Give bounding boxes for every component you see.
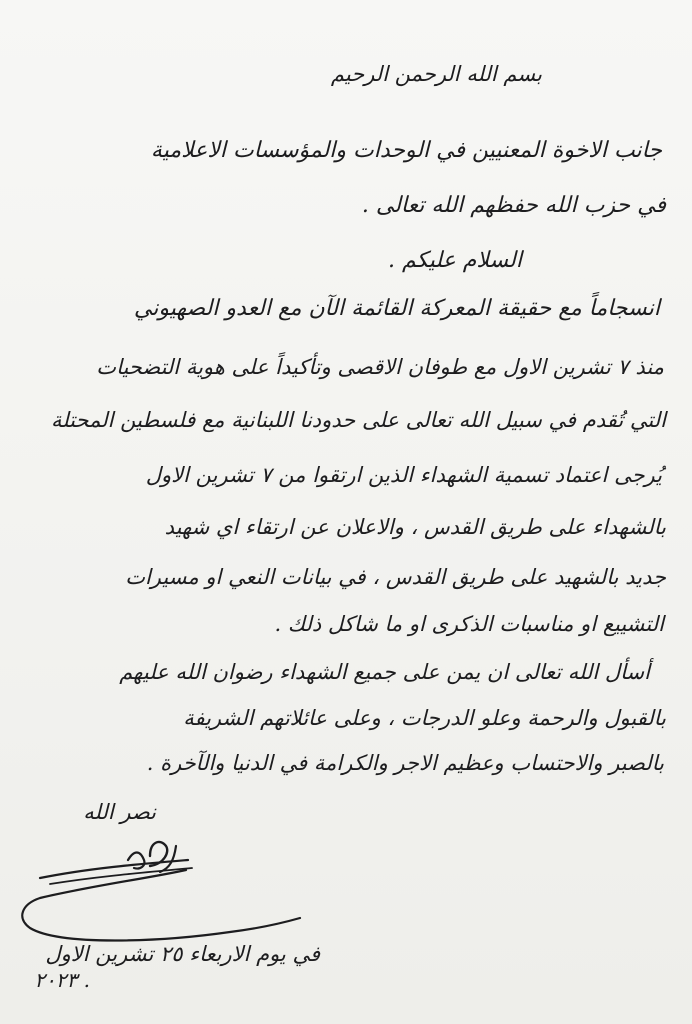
date-line: في يوم الاربعاء ٢٥ تشرين الاول [45, 942, 320, 966]
body-line-3: التي تُقدم في سبيل الله تعالى على حدودنا اللبنانية مع فلسطين المحتلة [50, 408, 666, 432]
prayer-line-3: بالصبر والاحتساب وعظيم الاجر والكرامة في الدنيا والآخرة . [146, 751, 664, 775]
closing-name: نصر الله [83, 800, 156, 824]
address-line-2: في حزب الله حفظهم الله تعالى . [361, 193, 666, 218]
body-line-6: جديد بالشهيد على طريق القدس ، في بيانات النعي او مسيرات [125, 565, 666, 589]
address-line-1: جانب الاخوة المعنيين في الوحدات والمؤسسات الاعلامية [150, 138, 662, 163]
date-year: ٢٠٢٣ . [34, 968, 90, 992]
body-line-4: يُرجى اعتماد تسمية الشهداء الذين ارتقوا من ٧ تشرين الاول [145, 463, 662, 487]
body-line-5: بالشهداء على طريق القدس ، والاعلان عن ارتقاء اي شهيد [164, 515, 666, 539]
body-line-2: منذ ٧ تشرين الاول مع طوفان الاقصى وتأكيداً على هوية التضحيات [96, 355, 664, 379]
prayer-line-2: بالقبول والرحمة وعلو الدرجات ، وعلى عائلاتهم الشريفة [183, 706, 666, 730]
bismillah-heading: بسم الله الرحمن الرحيم [330, 62, 542, 86]
greeting: السلام عليكم . [387, 248, 522, 273]
prayer-line-1: أسأل الله تعالى ان يمن على جميع الشهداء رضوان الله عليهم [119, 660, 650, 684]
body-line-7: التشييع او مناسبات الذكرى او ما شاكل ذلك . [274, 612, 664, 636]
body-line-1: انسجاماً مع حقيقة المعركة القائمة الآن مع العدو الصهيوني [133, 296, 660, 321]
handwritten-signature [0, 820, 330, 960]
